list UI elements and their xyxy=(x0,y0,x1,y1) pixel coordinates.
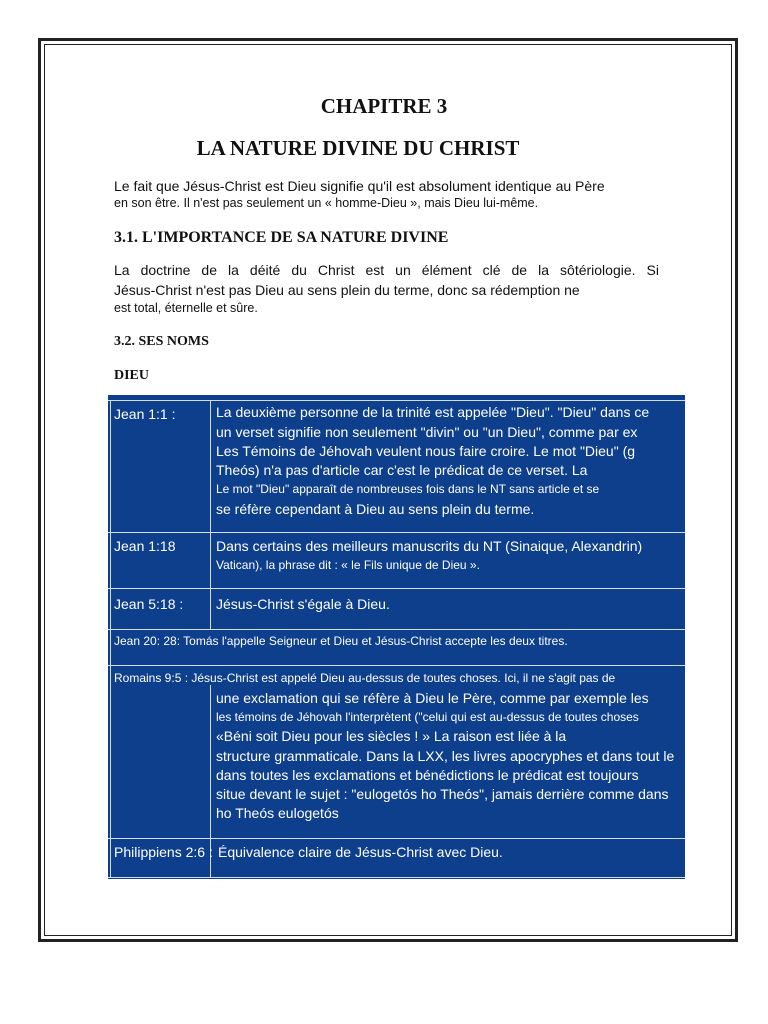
table-row-5-line-7: ho Theós eulogetós xyxy=(216,805,339,821)
table-rule xyxy=(108,629,685,630)
section-1-heading: 3.1. L'IMPORTANCE DE SA NATURE DIVINE xyxy=(114,229,449,246)
section-1-line-1: La doctrine de la déité du Christ est un élément clé de la sôtériologie. Si xyxy=(114,262,659,278)
section-2-subheading: DIEU xyxy=(114,368,150,383)
table-row-2-ref: Jean 1:18 xyxy=(114,538,176,554)
table-rule xyxy=(108,838,685,839)
table-row-6-line-1: Équivalence claire de Jésus-Christ avec Dieu. xyxy=(218,844,503,860)
table-rule xyxy=(108,665,685,666)
table-rule xyxy=(108,588,685,589)
table-row-4-text: Jean 20: 28: Tomás l'appelle Seigneur et Dieu et Jésus-Christ accepte les deux titres. xyxy=(114,634,568,648)
table-rule xyxy=(210,400,211,629)
chapter-heading: CHAPITRE 3 xyxy=(320,94,448,118)
intro-line-2: en son être. Il n'est pas seulement un « homme-Dieu », mais Dieu lui-même. xyxy=(114,196,539,210)
table-row-2-line-1: Dans certains des meilleurs manuscrits du NT (Sinaique, Alexandrin) xyxy=(216,538,643,554)
section-1-line-2: Jésus-Christ n'est pas Dieu au sens plein du terme, donc sa rédemption ne xyxy=(114,282,580,298)
table-row-5-line-6: situe devant le sujet : "eulogetós ho Theós", jamais derrière comme dans xyxy=(216,786,669,802)
table-row-3-ref: Jean 5:18 : xyxy=(114,596,184,612)
table-rule xyxy=(108,877,685,878)
table-rule xyxy=(110,400,111,878)
names-table xyxy=(108,395,685,879)
table-row-5-head: Romains 9:5 : Jésus-Christ est appelé Dieu au-dessus de toutes choses. Ici, il ne s'agit pas de xyxy=(114,671,616,685)
table-row-6-ref: Philippiens 2:6 : xyxy=(114,844,213,860)
table-row-5-line-1: une exclamation qui se réfère à Dieu le Père, comme par exemple les xyxy=(216,690,649,706)
table-rule xyxy=(108,400,685,401)
table-row-1-line-1: La deuxième personne de la trinité est appelée "Dieu". "Dieu" dans ce xyxy=(216,404,650,420)
section-1-line-3: est total, éternelle et sûre. xyxy=(114,301,258,315)
table-row-1-line-4: Theós) n'a pas d'article car c'est le prédicat de ce verset. La xyxy=(216,462,588,478)
table-row-5-line-2: les témoins de Jéhovah l'interprètent ("celui qui est au-dessus de toutes choses xyxy=(216,710,639,724)
table-row-1-ref: Jean 1:1 : xyxy=(114,406,176,422)
table-row-3-line-1: Jésus-Christ s'égale à Dieu. xyxy=(216,596,390,612)
table-rule xyxy=(108,532,685,533)
intro-line-1: Le fait que Jésus-Christ est Dieu signifie qu'il est absolument identique au Père xyxy=(114,178,605,194)
table-row-1-line-3: Les Témoins de Jéhovah veulent nous faire croire. Le mot "Dieu" (g xyxy=(216,443,636,459)
table-row-5-line-4: structure grammaticale. Dans la LXX, les livres apocryphes et dans tout le xyxy=(216,748,675,764)
table-row-1-line-2: un verset signifie non seulement "divin" ou "un Dieu", comme par ex xyxy=(216,424,638,440)
table-row-5-line-3: «Béni soit Dieu pour les siècles ! » La raison est liée à la xyxy=(216,728,567,744)
table-row-1-line-6: se réfère cependant à Dieu au sens plein du terme. xyxy=(216,501,535,517)
section-2-heading: 3.2. SES NOMS xyxy=(114,334,209,349)
chapter-title: LA NATURE DIVINE DU CHRIST xyxy=(196,136,520,160)
table-row-2-line-2: Vatican), la phrase dit : « le Fils unique de Dieu ». xyxy=(216,558,480,572)
table-row-1-line-5: Le mot "Dieu" apparaît de nombreuses fois dans le NT sans article et se xyxy=(216,482,600,496)
table-row-5-line-5: dans toutes les exclamations et bénédictions le prédicat est toujours xyxy=(216,767,639,783)
